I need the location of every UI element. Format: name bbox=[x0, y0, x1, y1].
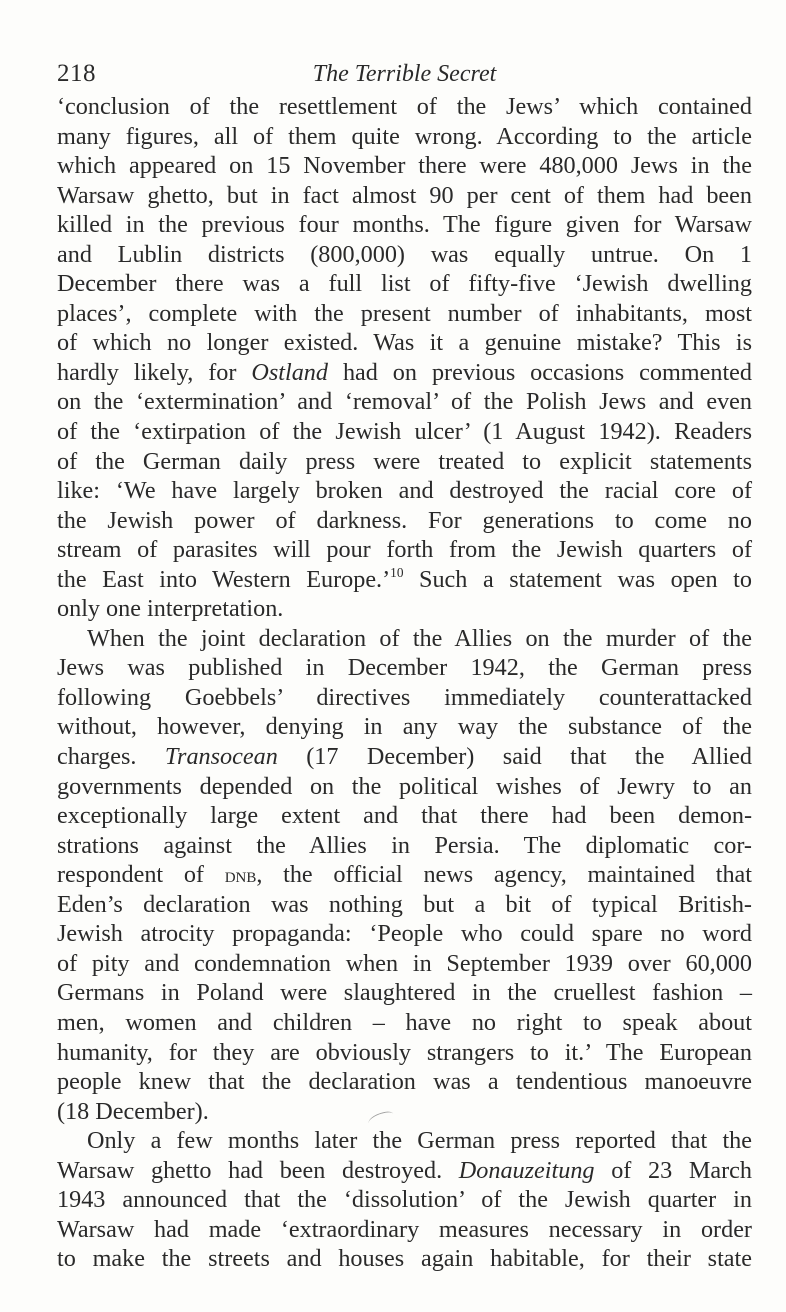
text-run: of 23 March bbox=[594, 1156, 752, 1184]
paragraph bbox=[57, 92, 752, 624]
text-run: on the ‘extermination’ and ‘removal’ of the Polish Jews and even bbox=[57, 388, 752, 416]
text-line bbox=[57, 919, 752, 949]
paragraph bbox=[57, 624, 752, 1126]
footnote-reference: 10 bbox=[390, 564, 404, 580]
text-line bbox=[57, 447, 752, 477]
text-line bbox=[57, 1067, 752, 1097]
publication-title: Ostland bbox=[251, 358, 328, 386]
text-run: exceptionally large extent and that there had been demon- bbox=[57, 802, 752, 830]
text-line bbox=[57, 1126, 752, 1156]
text-run: which appeared on 15 November there were 480,000 Jews in the bbox=[57, 152, 752, 180]
text-run: respondent of bbox=[57, 861, 225, 889]
page-number: 218 bbox=[57, 60, 96, 87]
text-run: Jewish atrocity propaganda: ‘People who could spare no word bbox=[57, 920, 752, 948]
text-line bbox=[57, 831, 752, 861]
text-line bbox=[57, 1038, 752, 1068]
text-run: people knew that the declaration was a tendentious manoeuvre bbox=[57, 1068, 752, 1096]
text-run: Warsaw had made ‘extraordinary measures necessary in order bbox=[57, 1215, 752, 1243]
text-run: men, women and children – have no right to speak about bbox=[57, 1008, 752, 1036]
text-run: Jews was published in December 1942, the German press bbox=[57, 654, 752, 682]
text-run: strations against the Allies in Persia. The diplomatic cor- bbox=[57, 831, 752, 859]
text-line bbox=[57, 653, 752, 683]
text-line bbox=[57, 240, 752, 270]
text-run: of the ‘extirpation of the Jewish ulcer’ (1 August 1942). Readers bbox=[57, 418, 752, 446]
running-head bbox=[57, 56, 752, 92]
text-run: many figures, all of them quite wrong. According to the article bbox=[57, 122, 752, 150]
text-run: Such a statement was open to bbox=[403, 565, 752, 593]
text-run: December there was a full list of fifty-five ‘Jewish dwelling bbox=[57, 270, 752, 298]
text-run: humanity, for they are obviously strangers to it.’ The European bbox=[57, 1038, 752, 1066]
text-line bbox=[57, 742, 752, 772]
paragraph bbox=[57, 1126, 752, 1274]
text-line bbox=[57, 476, 752, 506]
text-run: 1943 announced that the ‘dissolution’ of the Jewish quarter in bbox=[57, 1186, 752, 1214]
text-run: Warsaw ghetto, but in fact almost 90 per cent of them had been bbox=[57, 181, 752, 209]
text-run: only one interpretation. bbox=[57, 595, 284, 623]
running-title: The Terrible Secret bbox=[312, 61, 497, 87]
text-line bbox=[57, 269, 752, 299]
text-run: to make the streets and houses again habitable, for their state bbox=[57, 1245, 752, 1273]
text-line bbox=[57, 1185, 752, 1215]
text-run: killed in the previous four months. The figure given for Warsaw bbox=[57, 211, 752, 239]
text-line bbox=[57, 890, 752, 920]
text-line bbox=[57, 506, 752, 536]
text-line bbox=[57, 565, 752, 595]
body-text bbox=[57, 92, 752, 1274]
text-run: and Lublin districts (800,000) was equally untrue. On 1 bbox=[57, 240, 752, 268]
text-run: places’, complete with the present number of inhabitants, most bbox=[57, 299, 752, 327]
text-line bbox=[57, 417, 752, 447]
text-line bbox=[57, 712, 752, 742]
text-run: of which no longer existed. Was it a genuine mistake? This is bbox=[57, 329, 752, 357]
text-run: Germans in Poland were slaughtered in the cruellest fashion – bbox=[57, 979, 752, 1007]
text-line bbox=[57, 387, 752, 417]
text-run: Only a few months later the German press reported that the bbox=[87, 1127, 752, 1155]
text-line bbox=[57, 1008, 752, 1038]
text-line bbox=[57, 92, 752, 122]
text-run: Eden’s declaration was nothing but a bit of typical British- bbox=[57, 890, 752, 918]
text-line bbox=[57, 978, 752, 1008]
text-run: of the German daily press were treated to explicit statements bbox=[57, 447, 752, 475]
text-line bbox=[57, 210, 752, 240]
text-run: When the joint declaration of the Allies on the murder of the bbox=[87, 624, 752, 652]
text-run: (18 December). bbox=[57, 1097, 209, 1125]
text-run: the East into Western Europe.’ bbox=[57, 565, 391, 593]
text-line bbox=[57, 1097, 752, 1127]
agency-abbreviation: dnb bbox=[224, 863, 257, 888]
text-line bbox=[57, 772, 752, 802]
text-run: the Jewish power of darkness. For generations to come no bbox=[57, 506, 752, 534]
text-run: stream of parasites will pour forth from the Jewish quarters of bbox=[57, 536, 752, 564]
text-run: had on previous occasions commented bbox=[328, 358, 752, 386]
text-line bbox=[57, 594, 752, 624]
text-line bbox=[57, 358, 752, 388]
text-line bbox=[57, 949, 752, 979]
text-run: without, however, denying in any way the substance of the bbox=[57, 713, 752, 741]
text-run: , the official news agency, maintained that bbox=[256, 861, 752, 889]
text-run: of pity and condemnation when in September 1939 over 60,000 bbox=[57, 949, 752, 977]
text-run: charges. bbox=[57, 743, 165, 771]
text-run: (17 December) said that the Allied bbox=[277, 743, 752, 771]
text-run: like: ‘We have largely broken and destroyed the racial core of bbox=[57, 477, 752, 505]
text-run: following Goebbels’ directives immediately counterattacked bbox=[57, 683, 752, 711]
text-line bbox=[57, 181, 752, 211]
text-line bbox=[57, 860, 752, 890]
book-page bbox=[57, 56, 752, 1274]
text-line bbox=[57, 624, 752, 654]
text-line bbox=[57, 1215, 752, 1245]
text-line bbox=[57, 151, 752, 181]
text-run: ‘conclusion of the resettlement of the Jews’ which contained bbox=[57, 93, 752, 120]
text-line bbox=[57, 683, 752, 713]
text-line bbox=[57, 1244, 752, 1274]
text-line bbox=[57, 801, 752, 831]
text-line bbox=[57, 299, 752, 329]
publication-title: Donauzeitung bbox=[458, 1156, 595, 1184]
text-line bbox=[57, 535, 752, 565]
text-run: governments depended on the political wishes of Jewry to an bbox=[57, 772, 752, 800]
publication-title: Transocean bbox=[164, 743, 278, 771]
text-run: hardly likely, for bbox=[57, 358, 252, 386]
text-run: Warsaw ghetto had been destroyed. bbox=[57, 1156, 459, 1184]
text-line bbox=[57, 1156, 752, 1186]
text-line bbox=[57, 328, 752, 358]
text-line bbox=[57, 122, 752, 152]
